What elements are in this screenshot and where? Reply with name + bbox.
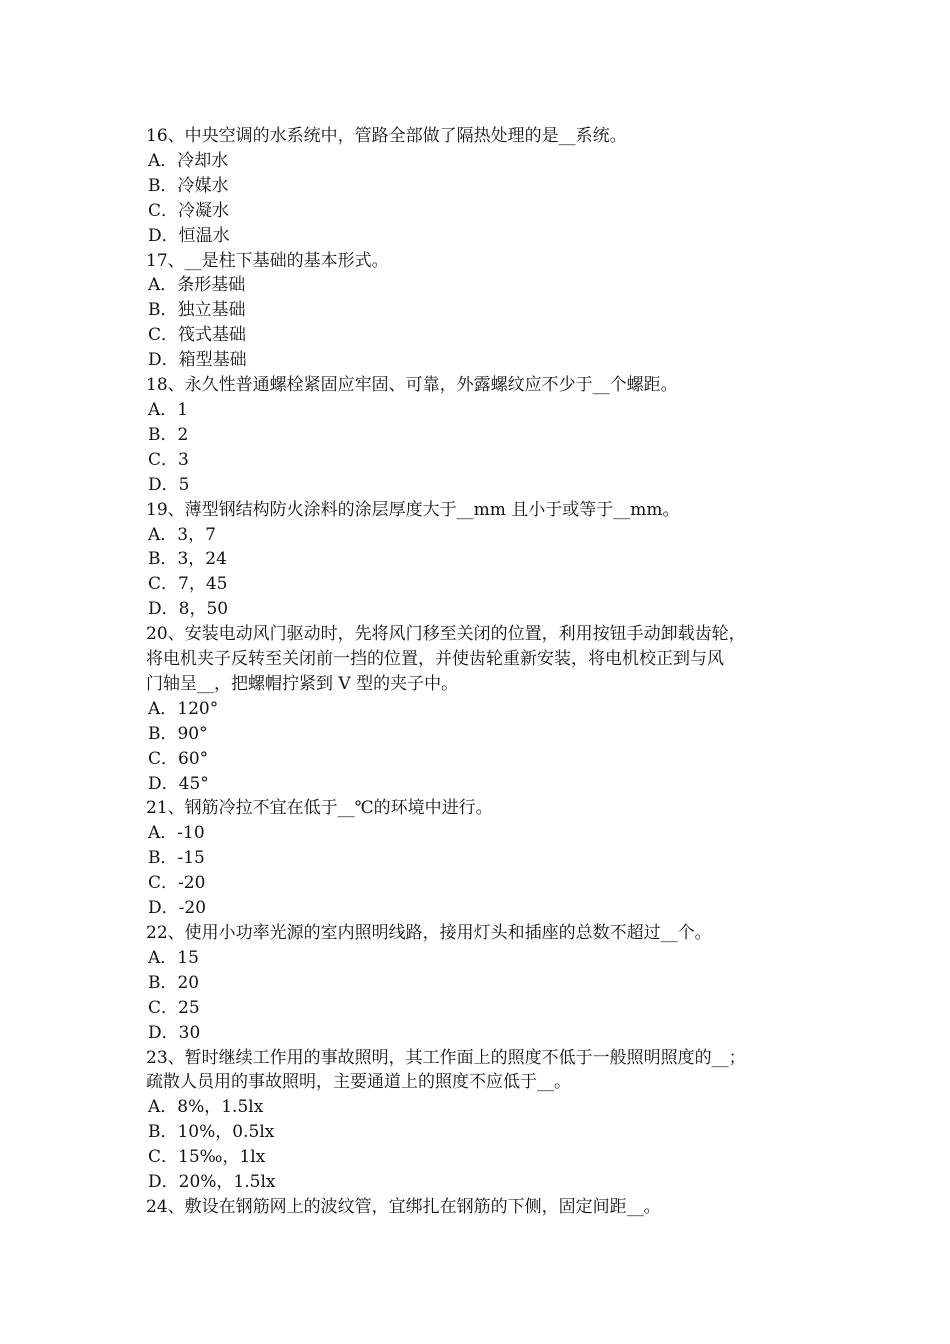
answer-option: C．60°: [148, 748, 209, 769]
answer-option: A．条形基础: [148, 275, 246, 296]
question-stem-line: 18、永久性普通螺栓紧固应牢固、可靠，外露螺纹应不少于__个螺距。: [146, 375, 678, 396]
answer-option: C．筏式基础: [148, 325, 247, 346]
question-18: [146, 373, 826, 498]
answer-option: C．冷凝水: [148, 200, 230, 221]
question-16: [146, 124, 826, 249]
question-stem-line: 17、__是柱下基础的基本形式。: [146, 250, 389, 271]
answer-option: B．20: [148, 972, 200, 993]
answer-option: B．10%，0.5lx: [148, 1122, 275, 1143]
answer-option: B．独立基础: [148, 300, 246, 321]
answer-option: C．25: [148, 997, 200, 1018]
question-21: [146, 796, 826, 921]
answer-option: D．箱型基础: [148, 350, 247, 371]
question-stem-line: 19、薄型钢结构防火涂料的涂层厚度大于__mm 且小于或等于__mm。: [146, 499, 680, 520]
answer-option: B．-15: [148, 848, 205, 869]
answer-option: C．7，45: [148, 574, 228, 595]
answer-option: B．3，24: [148, 549, 227, 570]
answer-option: A．15: [148, 947, 199, 968]
question-stem-line: 21、钢筋冷拉不宜在低于__℃的环境中进行。: [146, 798, 493, 819]
question-24: [146, 1195, 826, 1220]
answer-option: A．冷却水: [148, 150, 229, 171]
question-22: [146, 921, 826, 1046]
answer-option: C．15‰，1lx: [148, 1147, 266, 1168]
answer-option: D．30: [148, 1022, 201, 1043]
answer-option: B．冷媒水: [148, 175, 229, 196]
question-stem-line: 门轴呈__，把螺帽拧紧到 V 型的夹子中。: [146, 673, 459, 694]
answer-option: A．120°: [148, 698, 219, 719]
question-19: [146, 498, 826, 623]
question-stem-line: 24、敷设在钢筋网上的波纹管，宜绑扎在钢筋的下侧，固定间距__。: [146, 1196, 661, 1217]
answer-option: D．45°: [148, 773, 209, 794]
question-stem-line: 将电机夹子反转至关闭前一挡的位置，并使齿轮重新安装，将电机校正到与风: [146, 649, 724, 670]
answer-option: A．-10: [148, 823, 205, 844]
answer-option: D．5: [148, 474, 190, 495]
answer-option: D．恒温水: [148, 225, 230, 246]
question-stem-line: 23、暂时继续工作用的事故照明，其工作面上的照度不低于一般照明照度的__；: [146, 1047, 746, 1068]
question-20: [146, 622, 826, 796]
question-17: [146, 249, 826, 374]
answer-option: B．2: [148, 424, 189, 445]
question-stem-line: 疏散人员用的事故照明，主要通道上的照度不应低于__。: [146, 1072, 571, 1093]
answer-option: A．1: [148, 399, 189, 420]
answer-option: D．8，50: [148, 599, 229, 620]
answer-option: A．3，7: [148, 524, 216, 545]
question-stem-line: 16、中央空调的水系统中，管路全部做了隔热处理的是__系统。: [146, 126, 627, 146]
answer-option: C．3: [148, 449, 189, 470]
question-list: [146, 124, 826, 1220]
question-23: [146, 1046, 826, 1195]
answer-option: B．90°: [148, 723, 208, 744]
question-stem-line: 20、安装电动风门驱动时，先将风门移至关闭的位置，利用按钮手动卸载齿轮，: [146, 624, 746, 645]
answer-option: D．-20: [148, 898, 207, 919]
answer-option: C．-20: [148, 873, 206, 894]
question-stem-line: 22、使用小功率光源的室内照明线路，接用灯头和插座的总数不超过__个。: [146, 923, 712, 943]
answer-option: D．20%，1.5lx: [148, 1172, 276, 1193]
answer-option: A．8%，1.5lx: [148, 1097, 264, 1118]
